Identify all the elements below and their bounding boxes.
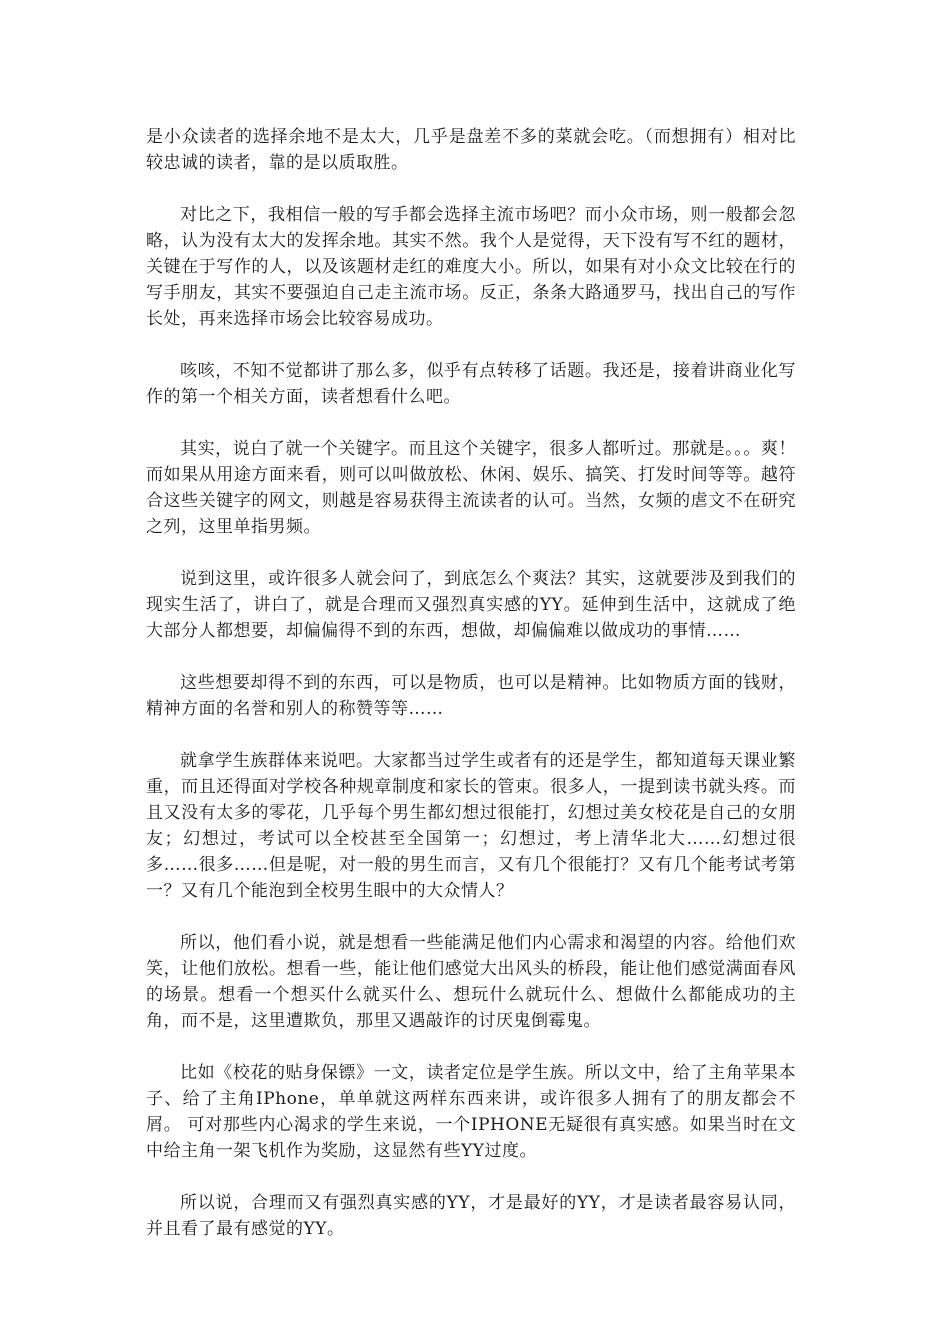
paragraph: 这些想要却得不到的东西，可以是物质，也可以是精神。比如物质方面的钱财，精神方面的名誉和别人的称赞等等…… bbox=[146, 673, 796, 719]
paragraph: 就拿学生族群体来说吧。大家都当过学生或者有的还是学生，都知道每天课业繁重，而且还得面对学校各种规章制度和家长的管束。很多人，一提到读书就头疼。而且又没有太多的零花，几乎每个男生都幻想过很能打，幻想过美女校花是自己的女朋友；幻想过，考试可以全校甚至全国第一；幻想过，考上清华北大……幻想过很多……很多……但是呢，对一般的男生而言，又有几个很能打？又有几个能考试考第一？又有几个能泡到全校男生眼中的大众情人？ bbox=[146, 751, 796, 901]
paragraph: 所以说，合理而又有强烈真实感的YY，才是最好的YY，才是读者最容易认同，并且看了最有感觉的YY。 bbox=[146, 1193, 796, 1239]
document-body bbox=[146, 124, 796, 1242]
paragraph: 是小众读者的选择余地不是太大，几乎是盘差不多的菜就会吃。（而想拥有）相对比较忠诚的读者，靠的是以质取胜。 bbox=[146, 127, 796, 173]
paragraph: 说到这里，或许很多人就会问了，到底怎么个爽法？其实，这就要涉及到我们的现实生活了，讲白了，就是合理而又强烈真实感的YY。延伸到生活中，这就成了绝大部分人都想要，却偏偏得不到的东西，想做，却偏偏难以做成功的事情…… bbox=[146, 569, 796, 641]
paragraph: 比如《校花的贴身保镖》一文，读者定位是学生族。所以文中，给了主角苹果本子、给了主角IPhone，单单就这两样东西来讲，或许很多人拥有了的朋友都会不屑。 可对那些内心渴求的学生来说，一个IPHONE无疑很有真实感。如果当时在文中给主角一架飞机作为奖励，这显然有些YY过度。 bbox=[146, 1063, 796, 1161]
paragraph: 其实，说白了就一个关键字。而且这个关键字，很多人都听过。那就是。。。爽！而如果从用途方面来看，则可以叫做放松、休闲、娱乐、搞笑、打发时间等等。越符合这些关键字的网文，则越是容易获得主流读者的认可。当然，女频的虐文不在研究之列，这里单指男频。 bbox=[146, 439, 796, 537]
paragraph: 咳咳，不知不觉都讲了那么多，似乎有点转移了话题。我还是，接着讲商业化写作的第一个相关方面，读者想看什么吧。 bbox=[146, 361, 796, 407]
paragraph: 所以，他们看小说，就是想看一些能满足他们内心需求和渴望的内容。给他们欢笑，让他们放松。想看一些，能让他们感觉大出风头的桥段，能让他们感觉满面春风的场景。想看一个想买什么就买什么、想玩什么就玩什么、想做什么都能成功的主角，而不是，这里遭欺负，那里又遇敲诈的讨厌鬼倒霉鬼。 bbox=[146, 933, 796, 1031]
paragraph: 对比之下，我相信一般的写手都会选择主流市场吧？而小众市场，则一般都会忽略，认为没有太大的发挥余地。其实不然。我个人是觉得，天下没有写不红的题材，关键在于写作的人，以及该题材走红的难度大小。所以，如果有对小众文比较在行的写手朋友，其实不要强迫自己走主流市场。反正，条条大路通罗马，找出自己的写作长处，再来选择市场会比较容易成功。 bbox=[146, 205, 796, 329]
